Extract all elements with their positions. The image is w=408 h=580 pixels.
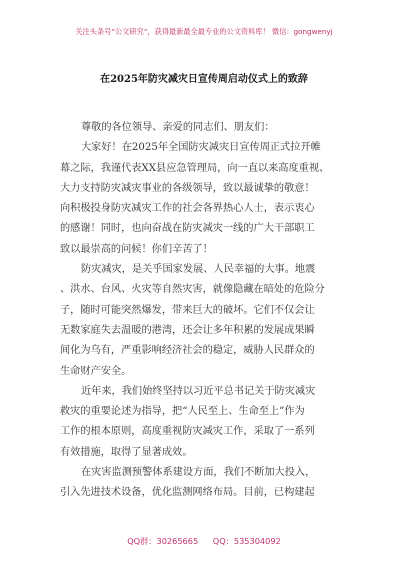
body-line: 间化为乌有，严重影响经济社会的稳定，威胁人民群众的 (60, 345, 315, 357)
header-banner: 关注头条号“公文研究”，获得最新最全最专业的公文资料库！ 微信：gongwenyj (75, 27, 333, 36)
document-body (60, 118, 350, 504)
body-line: 工作的根本原则，高度重视防灾减灾工作，采取了一系列 (60, 426, 315, 438)
body-line: 防灾减灾，是关乎国家发展、人民幸福的大事。地震 (81, 264, 316, 276)
body-line: 的感谢！同时，也向奋战在防灾减灾一线的广大干部职工 (60, 223, 315, 235)
body-line: 有效措施，取得了显著成效。 (60, 446, 193, 458)
body-line: 幕之际，我谨代表XX县应急管理局，向一直以来高度重视、 (60, 162, 330, 174)
body-line: 生命财产安全。 (60, 365, 132, 377)
body-line: 向积极投身防灾减灾工作的社会各界热心人士，表示衷心 (60, 203, 315, 215)
footer-qq: QQ：535304092 (212, 536, 281, 546)
body-line: 近年来，我们始终坚持以习近平总书记关于防灾减灾 (81, 385, 316, 397)
body-line: 子，随时可能突然爆发，带来巨大的破坏。它们不仅会让 (60, 304, 315, 316)
footer-contact (0, 536, 408, 547)
footer-qq-group: QQ群：30265665 (127, 536, 199, 546)
document-title: 在2025年防灾减灾日宣传周启动仪式上的致辞 (100, 74, 308, 85)
body-line: 大力支持防灾减灾事业的各级领导，致以最诚挚的敬意！ (60, 182, 315, 194)
body-line: 在灾害监测预警体系建设方面，我们不断加大投入， (81, 467, 316, 479)
body-line: 引入先进技术设备，优化监测网络布局。目前，已构建起 (60, 487, 315, 499)
body-line: 、洪水、台风、火灾等自然灾害，就像隐藏在暗处的危险分 (60, 284, 325, 296)
body-line: 尊敬的各位领导、亲爱的同志们、朋友们： (81, 122, 275, 133)
body-line: 致以最崇高的问候！你们辛苦了！ (60, 243, 213, 255)
body-line: 救灾的重要论述为指导，把“人民至上、生命至上”作为 (60, 406, 305, 418)
body-line: 大家好！在2025年全国防灾减灾日宣传周正式拉开帷 (81, 142, 321, 154)
body-line: 无数家庭失去温暖的港湾，还会让多年积累的发展成果瞬 (60, 324, 315, 336)
